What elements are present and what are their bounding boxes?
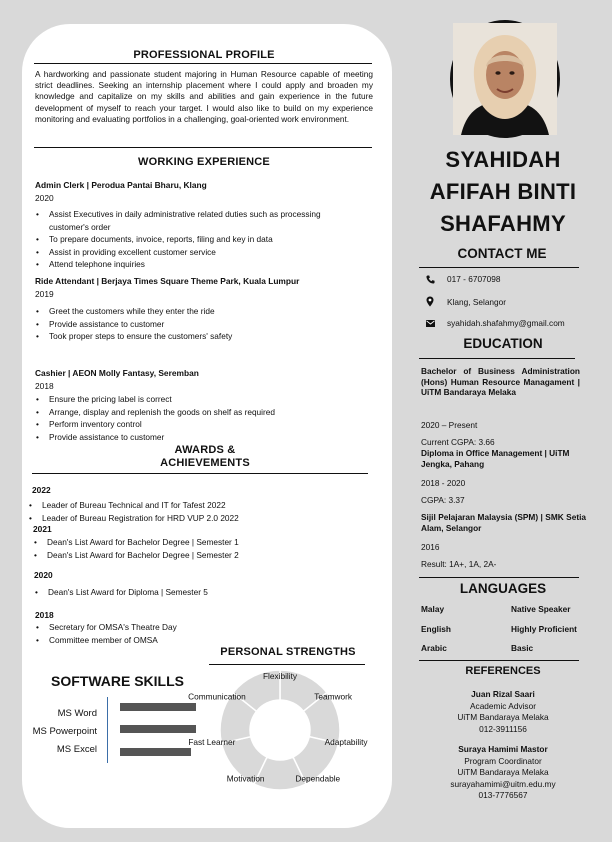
list-item: • Arrange, display and replenish the goods on shelf as required [35,406,365,419]
strength-label: Motivation [226,773,265,784]
divider [34,147,372,148]
references-heading: REFERENCES [465,665,541,677]
job-title: Ride Attendant | Berjaya Times Square Theme Park, Kuala Lumpur [35,276,300,286]
skill-label: MS Powerpoint [32,726,97,737]
divider [32,473,368,474]
list-item: • Secretary for OMSA's Theatre Day [35,621,365,634]
edu-spm-year: 2016 [421,542,440,552]
reference-name: Suraya Hamimi Mastor [458,744,548,754]
list-item: • Assist in providing excellent customer service [35,246,345,259]
awards-2018 [35,610,365,646]
name-line: AFIFAH BINTI [429,179,577,204]
list-item: • Leader of Bureau Technical and IT for Tafest 2022 [28,499,362,512]
contact-email [422,318,565,328]
edu-diploma-period: 2018 - 2020 [421,478,466,488]
awards-heading-line-1: AWARDS & [174,444,236,456]
divider [419,577,579,578]
strength-label: Communication [188,691,246,702]
skills-axis [107,697,108,763]
job-title: Cashier | AEON Molly Fantasy, Seremban [35,368,199,378]
reference-org: UiTM Bandaraya Melaka [457,767,549,778]
job-year: 2020 [35,193,54,203]
language-row [421,604,591,614]
contact-location [422,296,506,307]
reference-contact: 012-3911156 [479,723,527,734]
list-item: • Ensure the pricing label is correct [35,393,365,406]
list-item: • Took proper steps to ensure the customers' safety [35,330,365,343]
awards-2022 [32,485,362,524]
job-1 [35,180,365,271]
languages-heading: LANGUAGES [459,581,547,596]
contact-email-text[interactable]: syahidah.shafahmy@gmail.com [447,318,565,328]
language-name: Arabic [421,643,447,653]
reference-org: UiTM Bandaraya Melaka [457,712,549,723]
divider [419,267,579,268]
list-item: • To prepare documents, invoice, reports, filing and key in data [35,233,345,246]
awards-2021 [33,524,363,561]
profile-heading: PROFESSIONAL PROFILE [133,49,275,61]
location-pin-icon [422,296,438,307]
reference-contact: 013-7776567 [478,790,528,801]
strength-label: Flexibility [262,671,298,681]
edu-diploma-cgpa: CGPA: 3.37 [421,495,465,505]
envelope-icon [422,320,438,327]
language-row [421,643,591,653]
list-item: • Assist Executives in daily administrative related duties such as processing customer's order [35,208,345,233]
award-year: 2018 [35,610,54,620]
list-item: • Dean's List Award for Bachelor Degree | Semester 2 [33,549,363,562]
list-item: • Committee member of OMSA [35,634,365,647]
education-heading: EDUCATION [463,336,543,351]
phone-icon [422,275,438,284]
strength-label: Adaptability [324,737,368,748]
language-row [421,624,591,634]
reference-1 [418,689,588,735]
name-line: SHAFAHMY [440,211,566,236]
list-item: • Provide assistance to customer [35,431,365,444]
reference-role: Program Coordinator [464,755,542,766]
reference-2 [418,744,588,802]
contact-heading: CONTACT ME [457,246,547,261]
language-name: Malay [421,604,445,614]
profile-photo [450,20,560,138]
language-level: Highly Proficient [511,624,577,634]
strengths-ring [188,666,368,792]
list-item: • Perform inventory control [35,418,365,431]
language-level: Native Speaker [511,604,571,614]
job-title: Admin Clerk | Perodua Pantai Bharu, Klang [35,180,207,190]
strength-label: Fast Learner [188,737,236,748]
reference-name: Juan Rizal Saari [471,689,535,699]
edu-diploma: Diploma in Office Management | UiTM Jengka, Pahang [421,448,570,469]
edu-degree-cgpa: Current CGPA: 3.66 [421,437,495,447]
edu-degree: Bachelor of Business Administration (Hons) Human Resource Managament | UiTM Bandaraya Melaka [421,366,580,397]
divider [419,660,579,661]
contact-phone-text: 017 - 6707098 [447,274,501,284]
strength-label: Dependable [295,773,341,784]
award-year: 2020 [34,570,53,580]
reference-role: Academic Advisor [470,700,536,711]
edu-spm: Sijil Pelajaran Malaysia (SPM) | SMK Setia Alam, Selangor [421,512,586,533]
skill-bar [120,725,196,733]
award-year: 2022 [32,485,51,495]
skill-bar [120,748,191,756]
divider [419,358,575,359]
language-name: English [421,624,451,634]
reference-contact: surayahamimi@uitm.edu.my [450,778,556,789]
experience-heading: WORKING EXPERIENCE [138,156,270,168]
language-level: Basic [511,643,534,653]
strength-label: Teamwork [314,691,353,702]
edu-degree-period: 2020 – Present [421,420,478,430]
awards-2020 [34,570,364,599]
avatar-illustration [453,23,557,135]
skill-label: MS Word [57,708,97,719]
edu-spm-result: Result: 1A+, 1A, 2A- [421,559,497,569]
skill-label: MS Excel [56,744,97,755]
job-year: 2019 [35,289,54,299]
software-heading: SOFTWARE SKILLS [51,673,184,689]
list-item: • Dean's List Award for Bachelor Degree | Semester 1 [33,536,363,549]
awards-heading-line-2: ACHIEVEMENTS [160,457,250,469]
award-year: 2021 [33,524,52,534]
contact-location-text: Klang, Selangor [447,296,507,307]
list-item: • Attend telephone inquiries [35,258,345,271]
divider [209,664,365,665]
list-item: • Leader of Bureau Registration for HRD VUP 2.0 2022 [28,512,362,525]
contact-phone [422,274,501,284]
skill-bar [120,703,196,711]
job-2 [35,276,365,343]
list-item: • Greet the customers while they enter the ride [35,305,365,318]
job-3 [35,368,365,443]
strengths-heading: PERSONAL STRENGTHS [220,646,356,658]
awards-heading [150,444,260,470]
profile-text: A hardworking and passionate student majoring in Human Resource capable of meeting strict deadlines. Seeking an internship placement where I could apply and broaden my knowledge and capitalize on my skills and abilities and gain experience in the future development of myself to reach your target. I would also like to build on my experience monitoring and evaluating portfolios in a challenging, goal-oriented work environment. [35,69,373,124]
person-name [418,144,588,240]
list-item: • Dean's List Award for Diploma | Semester 5 [34,586,364,599]
divider [34,63,372,64]
list-item: • Provide assistance to customer [35,318,365,331]
name-line: SYAHIDAH [445,147,561,172]
job-year: 2018 [35,381,54,391]
